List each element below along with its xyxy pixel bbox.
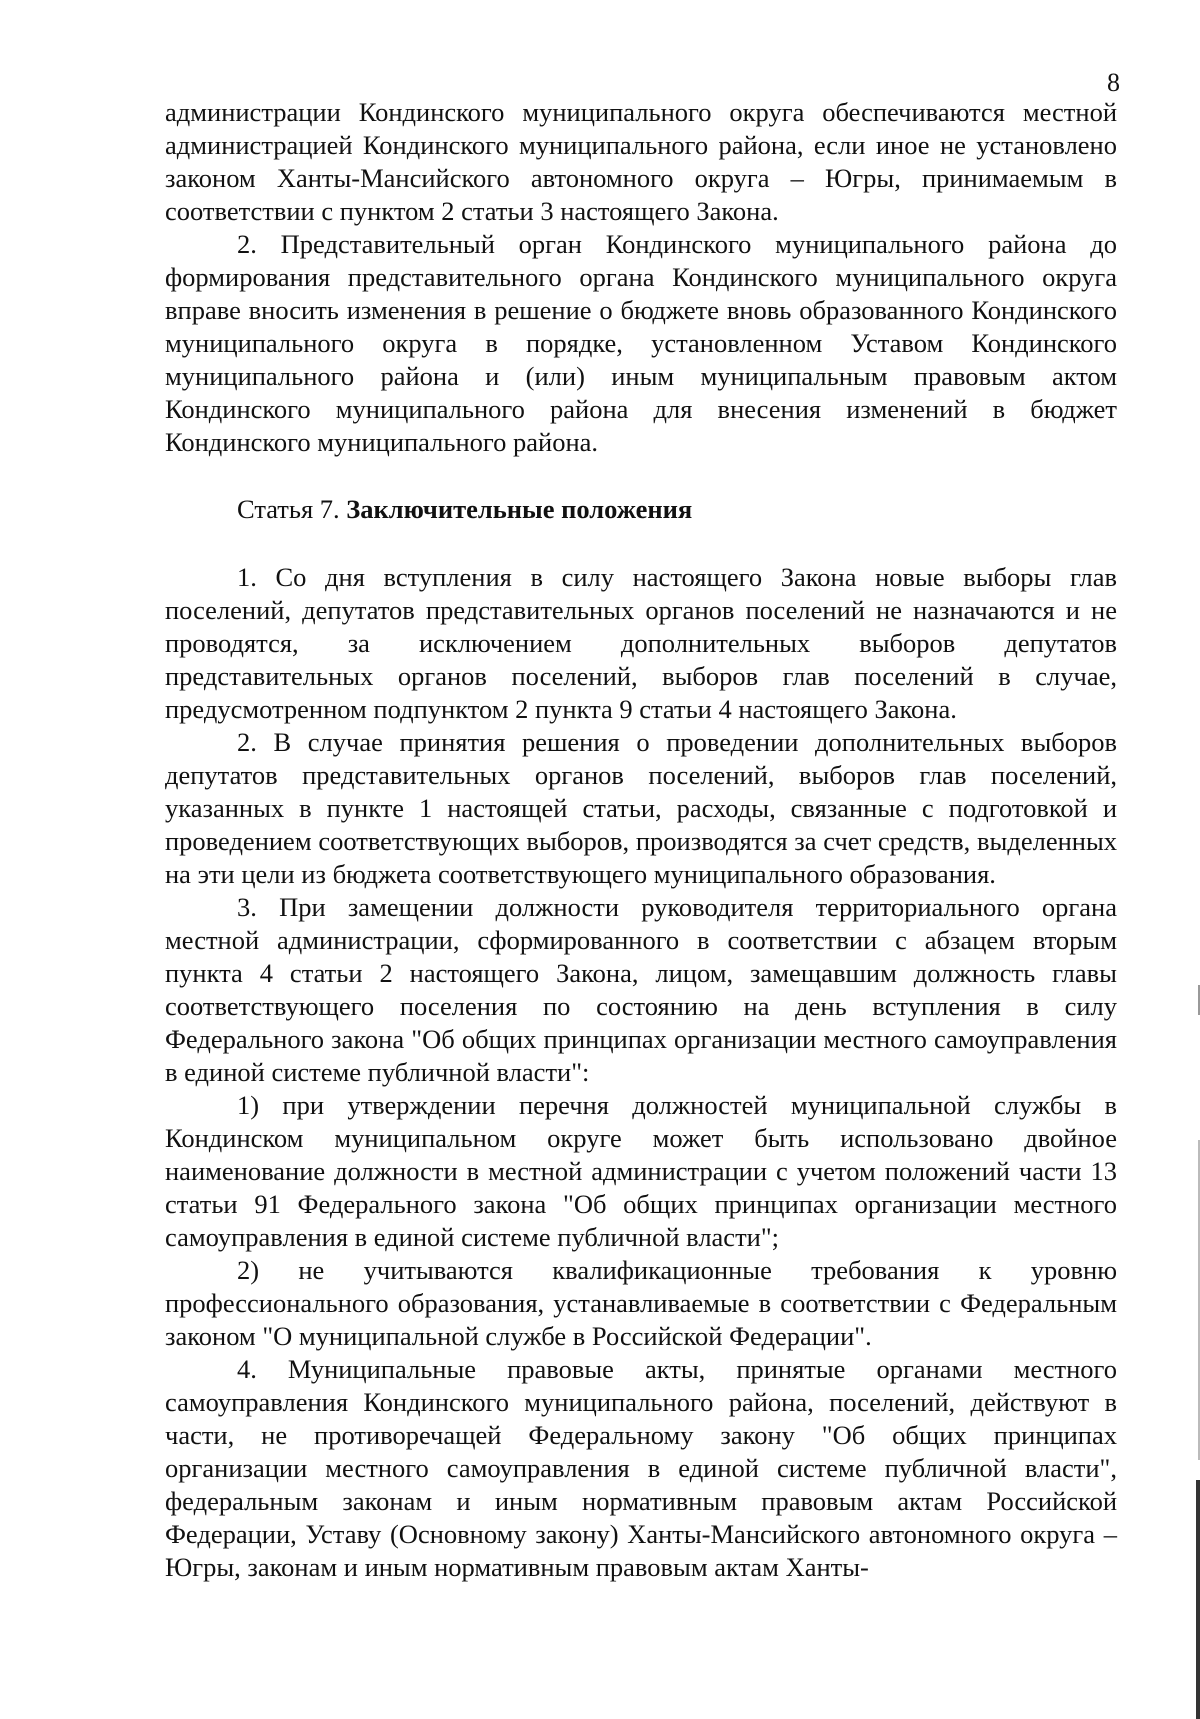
- article-prefix: Статья 7.: [237, 494, 340, 524]
- page-number: 8: [1107, 68, 1120, 97]
- article-clause-3-item-2: 2) не учитываются квалификационные требования к уровню профессионального образования, устанавливаемые в соответствии с Федеральным законом "О муниципальной службе в Российской Федерации".: [165, 1255, 1117, 1351]
- article-heading: [165, 493, 1117, 526]
- article-clause-1: 1. Со дня вступления в силу настоящего Закона новые выборы глав поселений, депутатов представительных органов поселений не назначаются и не проводятся, за исключением дополнительных выборов депутатов представительных органов поселений, выборов глав поселений в случае, предусмотренном подпунктом 2 пункта 9 статьи 4 настоящего Закона.: [165, 562, 1117, 724]
- article-clause-3-item-1: 1) при утверждении перечня должностей муниципальной службы в Кондинском муниципальном округе может быть использовано двойное наименование должности в местной администрации с учетом положений части 13 статьи 91 Федерального закона "Об общих принципах организации местного самоуправления в единой системе публичной власти";: [165, 1090, 1117, 1252]
- article-clause-2: 2. В случае принятия решения о проведении дополнительных выборов депутатов представительных органов поселений, выборов глав поселений, указанных в пункте 1 настоящей статьи, расходы, связанные с подготовкой и проведением соответствующих выборов, производятся за счет средств, выделенных на эти цели из бюджета соответствующего муниципального образования.: [165, 727, 1117, 889]
- paragraph-continuation: администрации Кондинского муниципального округа обеспечиваются местной администрацией Кондинского муниципального района, если иное не установлено законом Ханты-Мансийского автономного округа – Югры, принимаемым в соответствии с пунктом 2 статьи 3 настоящего Закона.: [165, 97, 1117, 226]
- article-clause-3: 3. При замещении должности руководителя территориального органа местной администрации, сформированного в соответствии с абзацем вторым пункта 4 статьи 2 настоящего Закона, лицом, замещавшим должность главы соответствующего поселения по состоянию на день вступления в силу Федерального закона "Об общих принципах организации местного самоуправления в единой системе публичной власти":: [165, 892, 1117, 1087]
- article-title: Заключительные положения: [346, 494, 693, 524]
- document-body: [165, 96, 1117, 1584]
- article-clause-4: 4. Муниципальные правовые акты, принятые органами местного самоуправления Кондинского муниципального района, поселений, действуют в части, не противоречащей Федеральному закону "Об общих принципах организации местного самоуправления в единой системе публичной власти", федеральным законам и иным нормативным правовым актам Российской Федерации, Уставу (Основному закону) Ханты-Мансийского автономного округа – Югры, законам и иным нормативным правовым актам Ханты-: [165, 1354, 1117, 1582]
- scan-edge-mark: [1196, 1480, 1200, 1719]
- paragraph-budget-amendments: 2. Представительный орган Кондинского муниципального района до формирования представительного органа Кондинского муниципального округа вправе вносить изменения в решение о бюджете вновь образованного Кондинского муниципального округа в порядке, установленном Уставом Кондинского муниципального района и (или) иным муниципальным правовым актом Кондинского муниципального района для внесения изменений в бюджет Кондинского муниципального района.: [165, 229, 1117, 457]
